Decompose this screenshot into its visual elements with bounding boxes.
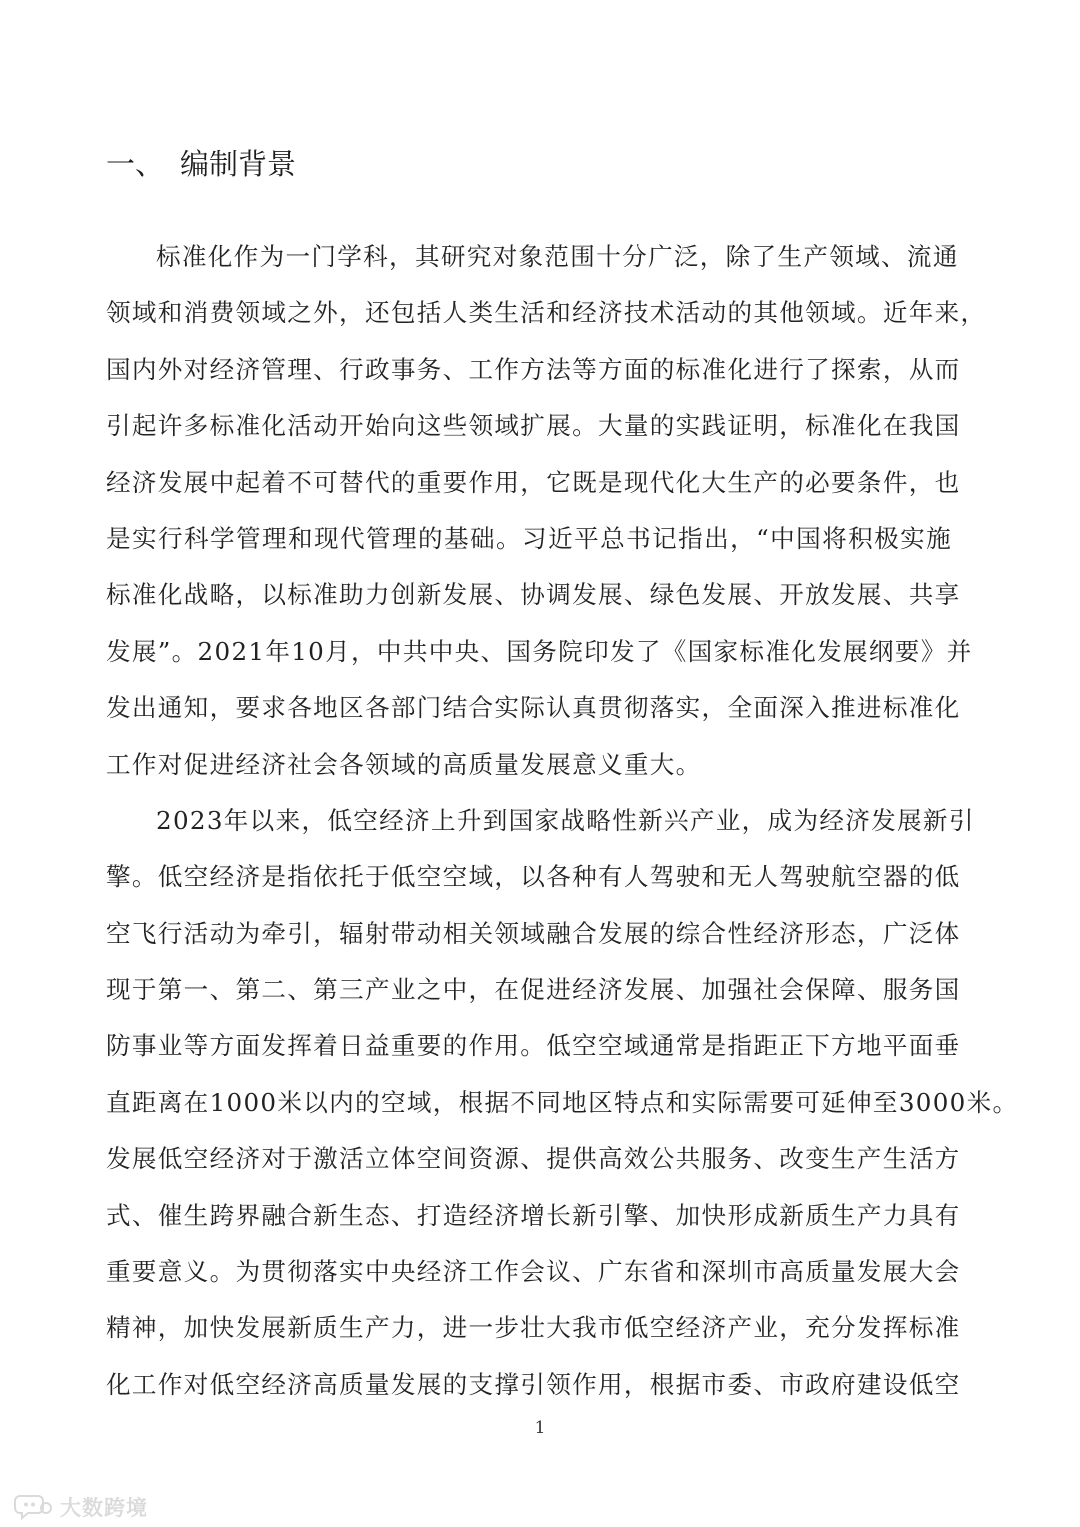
text-line: 现于第一、第二、第三产业之中，在促进经济发展、加强社会保障、服务国: [106, 975, 961, 1005]
text-line: 工作对促进经济社会各领域的高质量发展意义重大。: [106, 749, 702, 779]
text-line: 精神，加快发展新质生产力，进一步壮大我市低空经济产业，充分发挥标准: [106, 1313, 961, 1343]
body-text: [106, 232, 1019, 1416]
text-line: 2023年以来，低空经济上升到国家战略性新兴产业，成为经济发展新引: [156, 805, 975, 835]
section-heading: [106, 142, 296, 186]
text-line: 直距离在1000米以内的空域，根据不同地区特点和实际需要可延伸至3000米。: [106, 1087, 1019, 1117]
paragraph-1: [106, 232, 987, 796]
watermark-text: 大数跨境: [60, 1496, 148, 1520]
text-line: 式、催生跨界融合新生态、打造经济增长新引擎、加快形成新质生产力具有: [106, 1200, 961, 1230]
page-number: 1: [534, 1418, 546, 1438]
text-line: 化工作对低空经济高质量发展的支撑引领作用，根据市委、市政府建设低空: [106, 1369, 961, 1399]
text-line: 擎。低空经济是指依托于低空空域，以各种有人驾驶和无人驾驶航空器的低: [106, 862, 961, 892]
text-line: 经济发展中起着不可替代的重要作用，它既是现代化大生产的必要条件，也: [106, 467, 961, 497]
paragraph-2: [106, 796, 1019, 1416]
watermark: [14, 1492, 148, 1522]
section-number: 一、: [106, 147, 165, 181]
text-line: 重要意义。为贯彻落实中央经济工作会议、广东省和深圳市高质量发展大会: [106, 1257, 961, 1287]
text-line: 空飞行活动为牵引，辐射带动相关领域融合发展的综合性经济形态，广泛体: [106, 918, 961, 948]
text-line: 引起许多标准化活动开始向这些领域扩展。大量的实践证明，标准化在我国: [106, 411, 961, 441]
text-line: 发出通知，要求各地区各部门结合实际认真贯彻落实，全面深入推进标准化: [106, 693, 961, 723]
text-line: 发展低空经济对于激活立体空间资源、提供高效公共服务、改变生产生活方: [106, 1144, 961, 1174]
text-line: 是实行科学管理和现代管理的基础。习近平总书记指出，“中国将积极实施: [106, 523, 952, 553]
text-line: 国内外对经济管理、行政事务、工作方法等方面的标准化进行了探索，从而: [106, 354, 961, 384]
text-line: 发展”。2021年10月，中共中央、国务院印发了《国家标准化发展纲要》并: [106, 636, 973, 666]
text-line: 领域和消费领域之外，还包括人类生活和经济技术活动的其他领域。近年来，: [106, 298, 987, 328]
chat-bubble-logo-icon: [14, 1494, 54, 1520]
text-line: 标准化战略，以标准助力创新发展、协调发展、绿色发展、开放发展、共享: [106, 580, 961, 610]
section-title: 编制背景: [180, 147, 297, 181]
text-line: 防事业等方面发挥着日益重要的作用。低空空域通常是指距正下方地平面垂: [106, 1031, 961, 1061]
text-line: 标准化作为一门学科，其研究对象范围十分广泛，除了生产领域、流通: [156, 242, 959, 271]
